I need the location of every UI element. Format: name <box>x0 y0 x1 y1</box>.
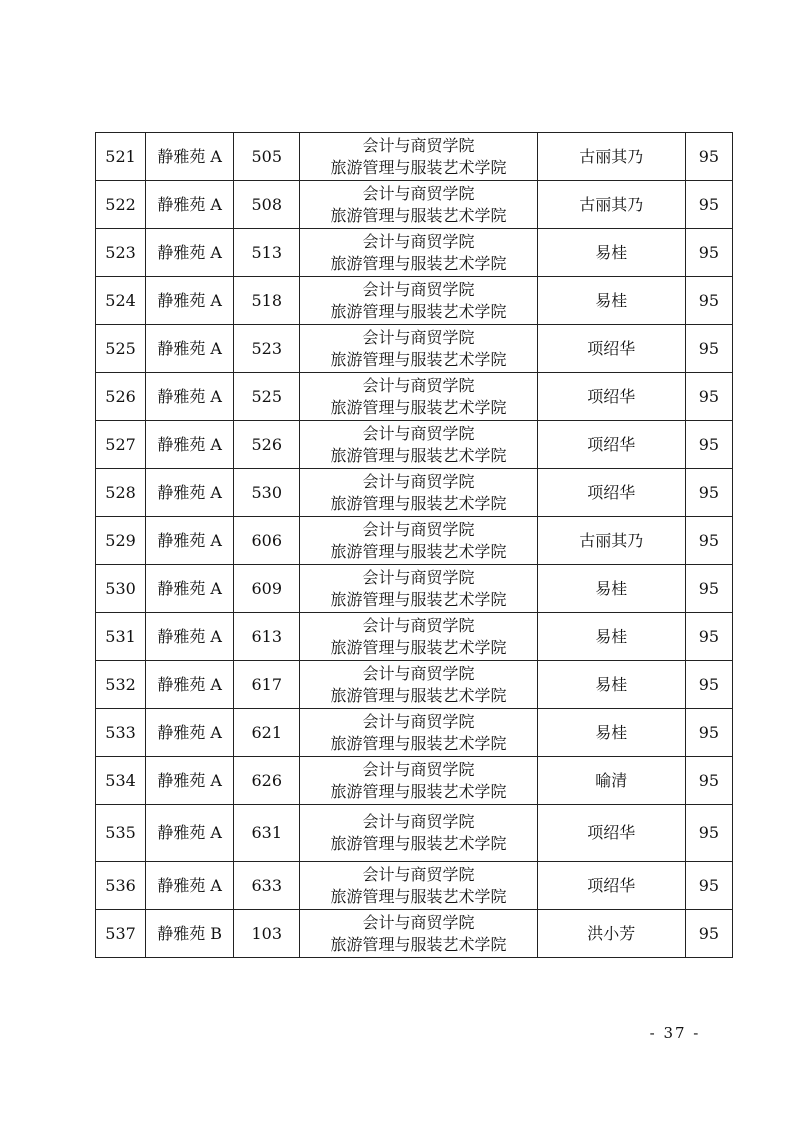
college-line-2: 旅游管理与服装艺术学院 <box>330 253 507 273</box>
college-line-2: 旅游管理与服装艺术学院 <box>330 733 507 753</box>
college-line-1: 会计与商贸学院 <box>362 327 475 347</box>
table-row <box>96 862 733 910</box>
table-row <box>96 757 733 805</box>
counselor-cell: 易桂 <box>537 613 685 661</box>
row-number: 524 <box>96 277 146 325</box>
room-cell: 633 <box>234 862 300 910</box>
college-line-2: 旅游管理与服装艺术学院 <box>330 637 507 657</box>
score-cell: 95 <box>685 757 732 805</box>
building-cell: 静雅苑 B <box>146 910 234 958</box>
college-cell <box>300 421 537 469</box>
counselor-cell: 易桂 <box>537 277 685 325</box>
row-number: 522 <box>96 181 146 229</box>
room-cell: 530 <box>234 469 300 517</box>
college-line-2: 旅游管理与服装艺术学院 <box>330 397 507 417</box>
room-cell: 518 <box>234 277 300 325</box>
score-cell: 95 <box>685 709 732 757</box>
college-line-1: 会计与商贸学院 <box>362 375 475 395</box>
college-cell <box>300 277 537 325</box>
college-cell <box>300 229 537 277</box>
college-line-2: 旅游管理与服装艺术学院 <box>330 541 507 561</box>
room-cell: 525 <box>234 373 300 421</box>
room-cell: 609 <box>234 565 300 613</box>
building-cell: 静雅苑 A <box>146 421 234 469</box>
row-number: 526 <box>96 373 146 421</box>
room-cell: 606 <box>234 517 300 565</box>
row-number: 528 <box>96 469 146 517</box>
score-cell: 95 <box>685 277 732 325</box>
college-line-1: 会计与商贸学院 <box>362 759 475 779</box>
college-cell <box>300 133 537 181</box>
building-cell: 静雅苑 A <box>146 805 234 862</box>
score-cell: 95 <box>685 862 732 910</box>
building-cell: 静雅苑 A <box>146 181 234 229</box>
college-line-1: 会计与商贸学院 <box>362 183 475 203</box>
table-row <box>96 181 733 229</box>
room-cell: 523 <box>234 325 300 373</box>
college-line-2: 旅游管理与服装艺术学院 <box>330 301 507 321</box>
college-cell <box>300 910 537 958</box>
score-cell: 95 <box>685 517 732 565</box>
counselor-cell: 项绍华 <box>537 469 685 517</box>
table-row <box>96 373 733 421</box>
counselor-cell: 洪小芳 <box>537 910 685 958</box>
college-line-2: 旅游管理与服装艺术学院 <box>330 157 507 177</box>
college-line-2: 旅游管理与服装艺术学院 <box>330 685 507 705</box>
table-row <box>96 469 733 517</box>
page-number: - 37 - <box>649 1024 701 1042</box>
college-line-1: 会计与商贸学院 <box>362 519 475 539</box>
room-cell: 617 <box>234 661 300 709</box>
row-number: 529 <box>96 517 146 565</box>
counselor-cell: 古丽其乃 <box>537 517 685 565</box>
table-row <box>96 565 733 613</box>
college-cell <box>300 757 537 805</box>
college-line-1: 会计与商贸学院 <box>362 135 475 155</box>
room-cell: 103 <box>234 910 300 958</box>
college-cell <box>300 805 537 862</box>
college-cell <box>300 862 537 910</box>
college-line-2: 旅游管理与服装艺术学院 <box>330 781 507 801</box>
table-row <box>96 709 733 757</box>
row-number: 531 <box>96 613 146 661</box>
row-number: 532 <box>96 661 146 709</box>
building-cell: 静雅苑 A <box>146 133 234 181</box>
score-cell: 95 <box>685 325 732 373</box>
room-cell: 631 <box>234 805 300 862</box>
college-line-2: 旅游管理与服装艺术学院 <box>330 589 507 609</box>
counselor-cell: 项绍华 <box>537 373 685 421</box>
college-line-1: 会计与商贸学院 <box>362 864 475 884</box>
college-line-1: 会计与商贸学院 <box>362 812 475 831</box>
building-cell: 静雅苑 A <box>146 862 234 910</box>
college-cell <box>300 469 537 517</box>
building-cell: 静雅苑 A <box>146 373 234 421</box>
dormitory-score-table <box>95 132 733 958</box>
college-line-2: 旅游管理与服装艺术学院 <box>330 349 507 369</box>
college-cell <box>300 325 537 373</box>
college-line-1: 会计与商贸学院 <box>362 279 475 299</box>
room-cell: 613 <box>234 613 300 661</box>
college-line-1: 会计与商贸学院 <box>362 711 475 731</box>
row-number: 535 <box>96 805 146 862</box>
row-number: 523 <box>96 229 146 277</box>
table-row <box>96 661 733 709</box>
college-cell <box>300 613 537 661</box>
counselor-cell: 古丽其乃 <box>537 133 685 181</box>
building-cell: 静雅苑 A <box>146 469 234 517</box>
counselor-cell: 项绍华 <box>537 805 685 862</box>
building-cell: 静雅苑 A <box>146 325 234 373</box>
college-cell <box>300 373 537 421</box>
building-cell: 静雅苑 A <box>146 565 234 613</box>
score-cell: 95 <box>685 661 732 709</box>
room-cell: 526 <box>234 421 300 469</box>
row-number: 527 <box>96 421 146 469</box>
building-cell: 静雅苑 A <box>146 709 234 757</box>
college-line-2: 旅游管理与服装艺术学院 <box>330 445 507 465</box>
building-cell: 静雅苑 A <box>146 277 234 325</box>
college-line-1: 会计与商贸学院 <box>362 912 475 932</box>
room-cell: 508 <box>234 181 300 229</box>
counselor-cell: 项绍华 <box>537 325 685 373</box>
college-line-1: 会计与商贸学院 <box>362 567 475 587</box>
table-row <box>96 613 733 661</box>
college-line-1: 会计与商贸学院 <box>362 663 475 683</box>
row-number: 533 <box>96 709 146 757</box>
table-row <box>96 517 733 565</box>
score-cell: 95 <box>685 373 732 421</box>
score-cell: 95 <box>685 910 732 958</box>
counselor-cell: 易桂 <box>537 709 685 757</box>
room-cell: 513 <box>234 229 300 277</box>
college-cell <box>300 181 537 229</box>
college-line-2: 旅游管理与服装艺术学院 <box>330 834 507 853</box>
score-cell: 95 <box>685 565 732 613</box>
score-cell: 95 <box>685 181 732 229</box>
row-number: 521 <box>96 133 146 181</box>
row-number: 525 <box>96 325 146 373</box>
building-cell: 静雅苑 A <box>146 517 234 565</box>
college-cell <box>300 709 537 757</box>
college-line-1: 会计与商贸学院 <box>362 615 475 635</box>
college-line-1: 会计与商贸学院 <box>362 423 475 443</box>
college-line-2: 旅游管理与服装艺术学院 <box>330 886 507 906</box>
counselor-cell: 项绍华 <box>537 421 685 469</box>
college-line-1: 会计与商贸学院 <box>362 231 475 251</box>
counselor-cell: 易桂 <box>537 565 685 613</box>
college-cell <box>300 565 537 613</box>
row-number: 537 <box>96 910 146 958</box>
college-line-2: 旅游管理与服装艺术学院 <box>330 493 507 513</box>
room-cell: 626 <box>234 757 300 805</box>
row-number: 536 <box>96 862 146 910</box>
counselor-cell: 项绍华 <box>537 862 685 910</box>
room-cell: 505 <box>234 133 300 181</box>
college-line-2: 旅游管理与服装艺术学院 <box>330 934 507 954</box>
table-row <box>96 133 733 181</box>
table-row <box>96 805 733 862</box>
college-line-2: 旅游管理与服装艺术学院 <box>330 205 507 225</box>
room-cell: 621 <box>234 709 300 757</box>
college-line-1: 会计与商贸学院 <box>362 471 475 491</box>
row-number: 530 <box>96 565 146 613</box>
building-cell: 静雅苑 A <box>146 229 234 277</box>
table-body <box>96 133 733 958</box>
counselor-cell: 古丽其乃 <box>537 181 685 229</box>
table-row <box>96 277 733 325</box>
table-row <box>96 325 733 373</box>
college-cell <box>300 517 537 565</box>
table-row <box>96 421 733 469</box>
building-cell: 静雅苑 A <box>146 757 234 805</box>
table-row <box>96 229 733 277</box>
score-cell: 95 <box>685 421 732 469</box>
counselor-cell: 喻清 <box>537 757 685 805</box>
score-cell: 95 <box>685 229 732 277</box>
score-cell: 95 <box>685 805 732 862</box>
table-row <box>96 910 733 958</box>
counselor-cell: 易桂 <box>537 229 685 277</box>
college-cell <box>300 661 537 709</box>
score-cell: 95 <box>685 469 732 517</box>
building-cell: 静雅苑 A <box>146 661 234 709</box>
counselor-cell: 易桂 <box>537 661 685 709</box>
score-cell: 95 <box>685 133 732 181</box>
building-cell: 静雅苑 A <box>146 613 234 661</box>
row-number: 534 <box>96 757 146 805</box>
score-cell: 95 <box>685 613 732 661</box>
dormitory-score-table-container <box>95 132 733 958</box>
